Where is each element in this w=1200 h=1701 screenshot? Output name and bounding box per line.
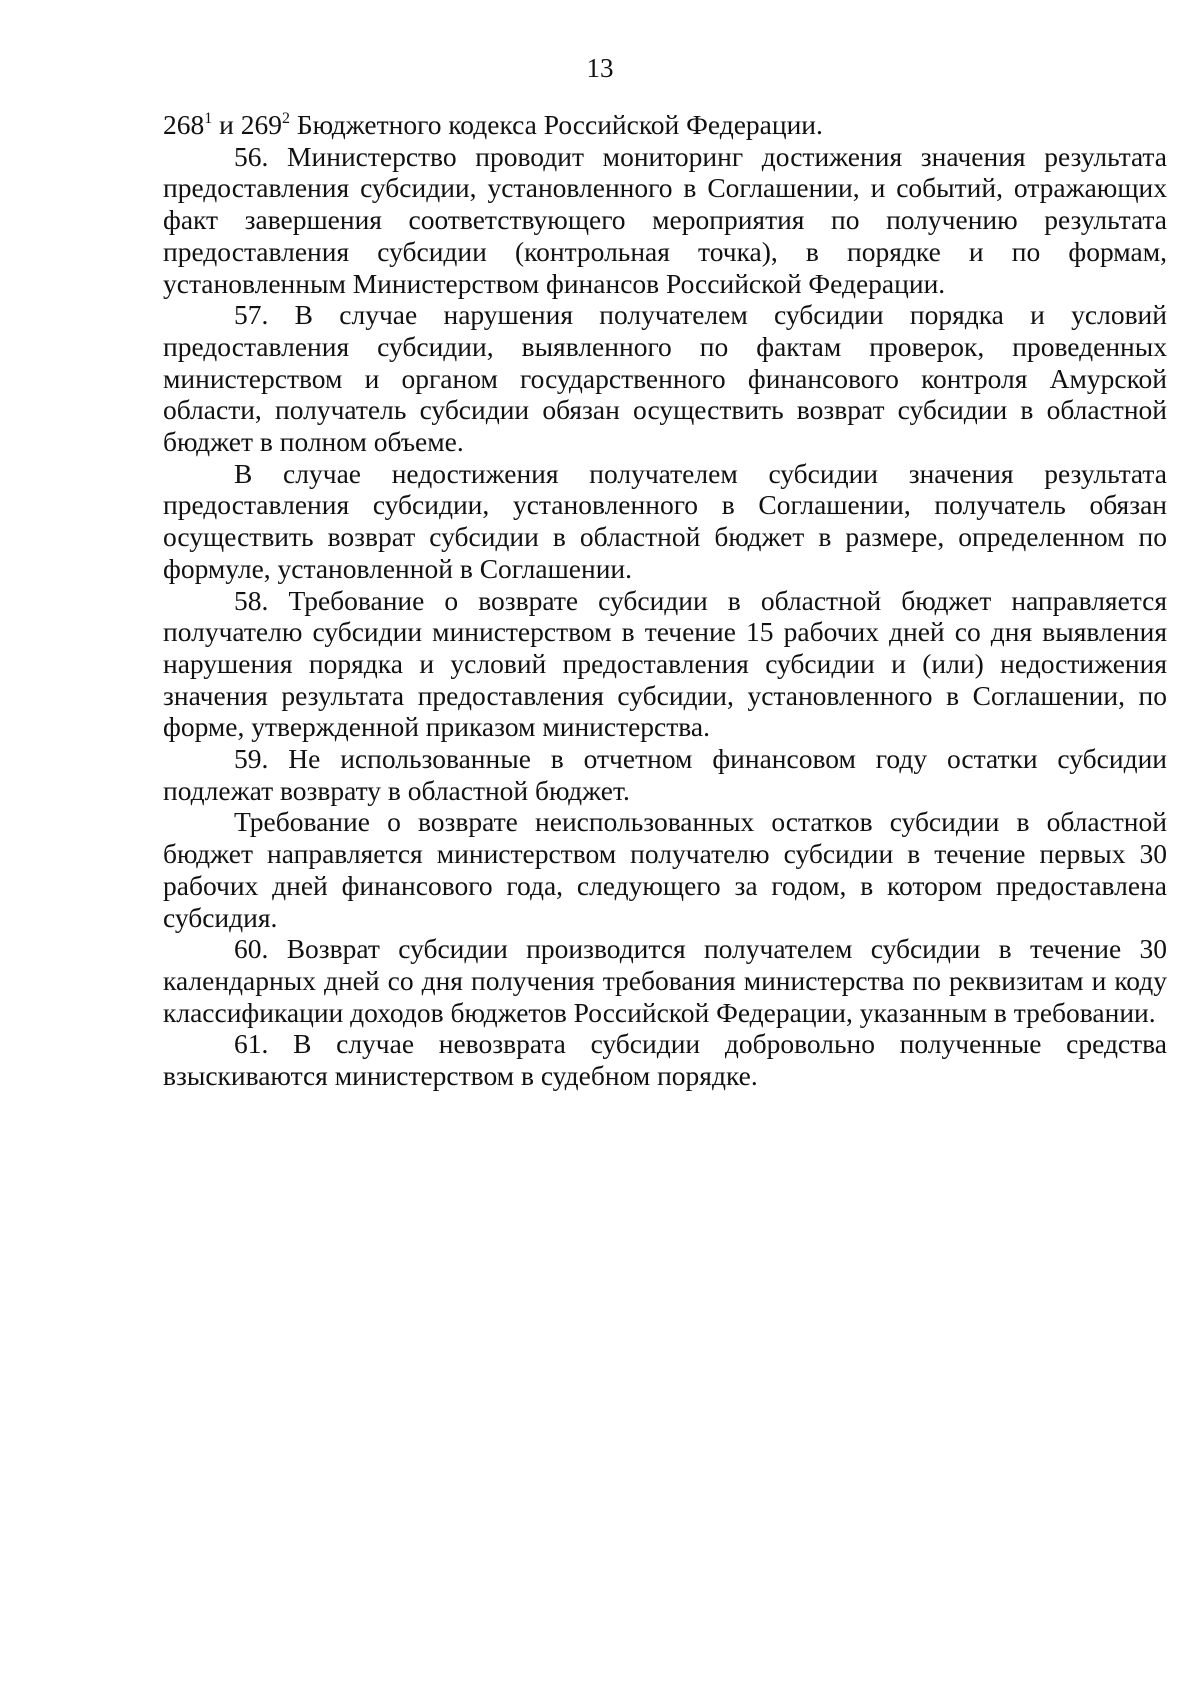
- paragraph-59: 59. Не использованные в отчетном финансовом году остатки субсидии подлежат возврату в областной бюджет.: [163, 743, 1167, 806]
- paragraph-continuation: [163, 109, 1167, 141]
- paragraph-59-part-2: Требование о возврате неиспользованных остатков субсидии в областной бюджет направляется министерством получателю субсидии в течение первых 30 рабочих дней финансового года, следующего за годом, в котором предоставлена субсидия.: [163, 806, 1167, 933]
- article-ref-268: 268: [163, 109, 205, 140]
- document-body: [163, 109, 1167, 1092]
- paragraph-58: 58. Требование о возврате субсидии в областной бюджет направляется получателю субсидии министерством в течение 15 рабочих дней со дня выявления нарушения порядка и условий предоставления субсидии и (или) недостижения значения результата предоставления субсидии, установленного в Соглашении, по форме, утвержденной приказом министерства.: [163, 584, 1167, 743]
- paragraph-57-part-2: В случае недостижения получателем субсидии значения результата предоставления субсидии, установленного в Соглашении, получатель обязан осуществить возврат субсидии в областной бюджет в размере, определенном по формуле, установленной в Соглашении.: [163, 457, 1167, 584]
- paragraph-56: 56. Министерство проводит мониторинг достижения значения результата предоставления субсидии, установленного в Соглашении, и событий, отражающих факт завершения соответствующего мероприятия по получению результата предоставления субсидии (контрольная точка), в порядке и по формам, установленным Министерством финансов Российской Федерации.: [163, 140, 1167, 299]
- article-ref-269: и 269: [212, 109, 282, 140]
- paragraph-60: 60. Возврат субсидии производится получателем субсидии в течение 30 календарных дней со дня получения требования министерства по реквизитам и коду классификации доходов бюджетов Российской Федерации, указанным в требовании.: [163, 933, 1167, 1028]
- page-number: 13: [586, 53, 614, 83]
- superscript-2: 2: [281, 110, 290, 127]
- superscript-1: 1: [204, 110, 213, 127]
- paragraph-57: 57. В случае нарушения получателем субсидии порядка и условий предоставления субсидии, выявленного по фактам проверок, проведенных министерством и органом государственного финансового контроля Амурской области, получатель субсидии обязан осуществить возврат субсидии в областной бюджет в полном объеме.: [163, 299, 1167, 458]
- continuation-text: Бюджетного кодекса Российской Федерации.: [289, 109, 823, 140]
- paragraph-61: 61. В случае невозврата субсидии добровольно полученные средства взыскиваются министерством в судебном порядке.: [163, 1028, 1167, 1092]
